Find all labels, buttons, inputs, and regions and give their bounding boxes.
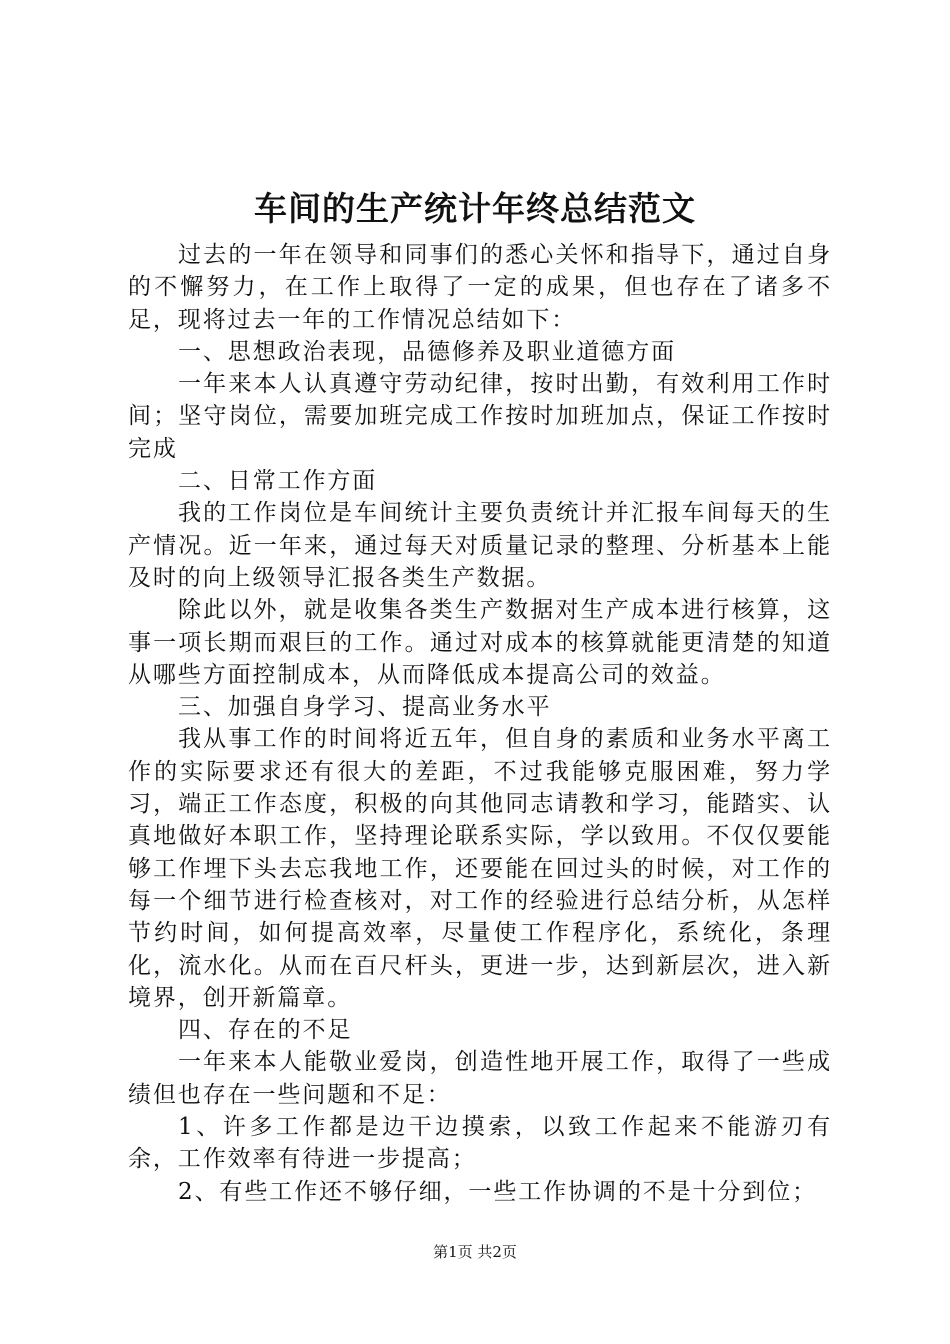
paragraph: 一年来本人认真遵守劳动纪律，按时出勤，有效利用工作时间；坚守岗位，需要加班完成工作按时加班加点，保证工作按时完成 [128,371,832,462]
paragraph-intro: 过去的一年在领导和同事们的悉心关怀和指导下，通过自身的不懈努力，在工作上取得了一定的成果，但也存在了诸多不足，现将过去一年的工作情况总结如下： [128,242,832,333]
paragraph: 我的工作岗位是车间统计主要负责统计并汇报车间每天的生产情况。近一年来，通过每天对质量记录的整理、分析基本上能及时的向上级领导汇报各类生产数据。 [128,500,832,591]
section-heading-1: 一、思想政治表现，品德修养及职业道德方面 [178,338,676,365]
list-item: 1、许多工作都是边干边摸索，以致工作起来不能游刃有余，工作效率有待进一步提高； [128,1114,832,1173]
section-heading-3: 三、加强自身学习、提高业务水平 [178,694,552,721]
section-heading-2: 二、日常工作方面 [178,468,378,495]
paragraph: 我从事工作的时间将近五年，但自身的素质和业务水平离工作的实际要求还有很大的差距，不过我能够克服困难，努力学习，端正工作态度，积极的向其他同志请教和学习，能踏实、认真地做好本职工作，坚持理论联系实际，学以致用。不仅仅要能够工作埋下头去忘我地工作，还要能在回过头的时候，对工作的每一个细节进行检查核对，对工作的经验进行总结分析，从怎样节约时间，如何提高效率，尽量使工作程序化，系统化，条理化，流水化。从而在百尺杆头，更进一步，达到新层次，进入新境界，创开新篇章。 [128,726,832,1011]
page-number-footer: 第1页 共2页 [433,1243,517,1261]
document-title: 车间的生产统计年终总结范文 [254,189,696,228]
section-heading-4: 四、存在的不足 [178,1017,353,1044]
paragraph: 一年来本人能敬业爱岗，创造性地开展工作，取得了一些成绩但也存在一些问题和不足： [128,1049,832,1108]
list-item: 2、有些工作还不够仔细，一些工作协调的不是十分到位； [178,1178,818,1205]
paragraph: 除此以外，就是收集各类生产数据对生产成本进行核算，这事一项长期而艰巨的工作。通过对成本的核算就能更清楚的知道从哪些方面控制成本，从而降低成本提高公司的效益。 [128,597,832,688]
document-body [128,239,832,1208]
